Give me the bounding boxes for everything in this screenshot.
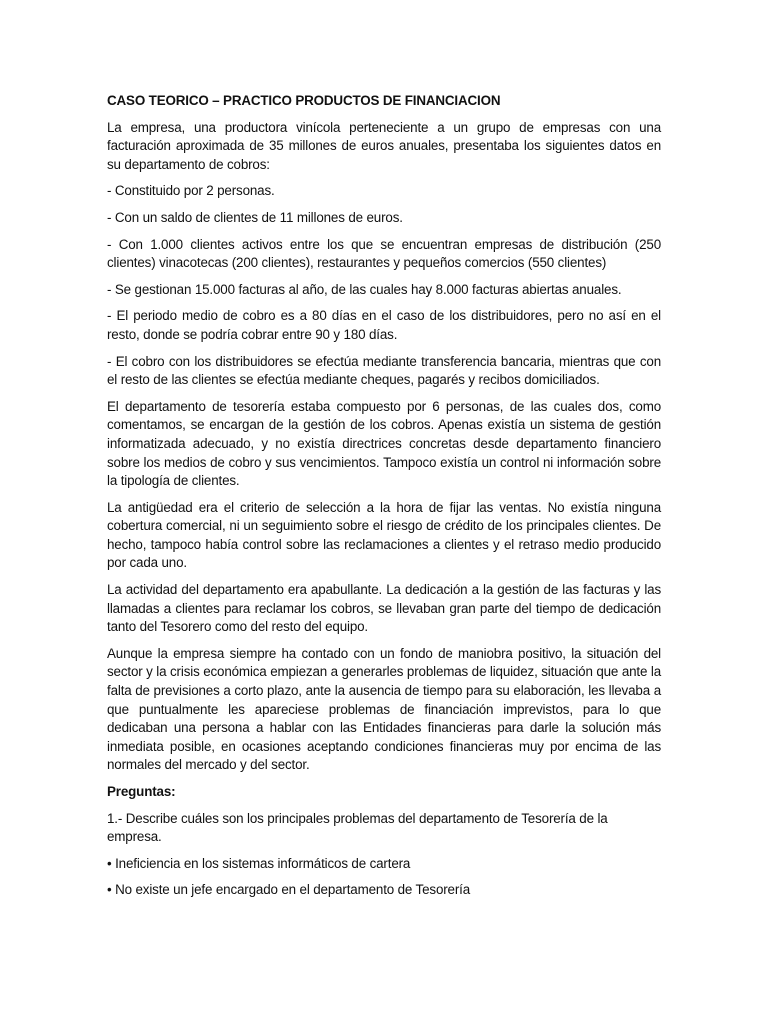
body-paragraph: La actividad del departamento era apabullante. La dedicación a la gestión de las facturas y las llamadas a clientes para reclamar los cobros, se llevaban gran parte del tiempo de dedicación tanto del Tesorero como del resto del equipo.	[107, 582, 661, 635]
fact-item: - El periodo medio de cobro es a 80 días en el caso de los distribuidores, pero no así en el resto, donde se podría cobrar entre 90 y 180 días.	[107, 308, 661, 342]
fact-item: - Con un saldo de clientes de 11 millones de euros.	[107, 209, 403, 225]
fact-item: - El cobro con los distribuidores se efectúa mediante transferencia bancaria, mientras que con el resto de las clientes se efectúa mediante cheques, pagarés y recibos domiciliados.	[107, 353, 661, 388]
answer-bullet: • No existe un jefe encargado en el departamento de Tesorería	[107, 882, 471, 898]
intro-paragraph: La empresa, una productora vinícola perteneciente a un grupo de empresas con una facturación aproximada de 35 millones de euros anuales, presentaba los siguientes datos en su departamento de cobros:	[107, 119, 661, 172]
fact-item: - Constituido por 2 personas.	[107, 183, 275, 199]
body-paragraph: El departamento de tesorería estaba compuesto por 6 personas, de las cuales dos, como comentamos, se encargan de la gestión de los cobros. Apenas existía un sistema de gestión informatizada adecuado, y no existía directrices concretas desde departamento financiero sobre los medios de cobro y sus vencimientos. Tampoco existía un control ni información sobre la tipología de clientes.	[107, 398, 661, 489]
document-title: CASO TEORICO – PRACTICO PRODUCTOS DE FINANCIACION	[107, 93, 501, 108]
question-item: 1.- Describe cuáles son los principales problemas del departamento de Tesorería de la empresa.	[107, 810, 608, 845]
document-body	[107, 92, 661, 908]
answer-bullet: • Ineficiencia en los sistemas informáticos de cartera	[107, 855, 411, 871]
questions-heading: Preguntas:	[107, 784, 176, 799]
body-paragraph: La antigüedad era el criterio de selección a la hora de fijar las ventas. No existía ninguna cobertura comercial, ni un seguimiento sobre el riesgo de crédito de los principales clientes. De hecho, tampoco había control sobre las reclamaciones a clientes y el retraso medio producido por cada uno.	[107, 499, 661, 571]
body-paragraph: Aunque la empresa siempre ha contado con un fondo de maniobra positivo, la situación del sector y la crisis económica empiezan a generarles problemas de liquidez, situación que ante la falta de previsiones a corto plazo, ante la ausencia de tiempo para su elaboración, les llevaba a que puntualmente les apareciese problemas de financiación imprevistos, para lo que dedicaban una persona a hablar con las Entidades financieras para darle la solución más inmediata posible, en ocasiones aceptando condiciones financieras muy por encima de las normales del mercado y del sector.	[107, 645, 661, 773]
fact-item: - Se gestionan 15.000 facturas al año, de las cuales hay 8.000 facturas abiertas anuales.	[107, 281, 622, 297]
fact-item: - Con 1.000 clientes activos entre los que se encuentran empresas de distribución (250 clientes) vinacotecas (200 clientes), restaurantes y pequeños comercios (550 clientes)	[107, 236, 661, 271]
